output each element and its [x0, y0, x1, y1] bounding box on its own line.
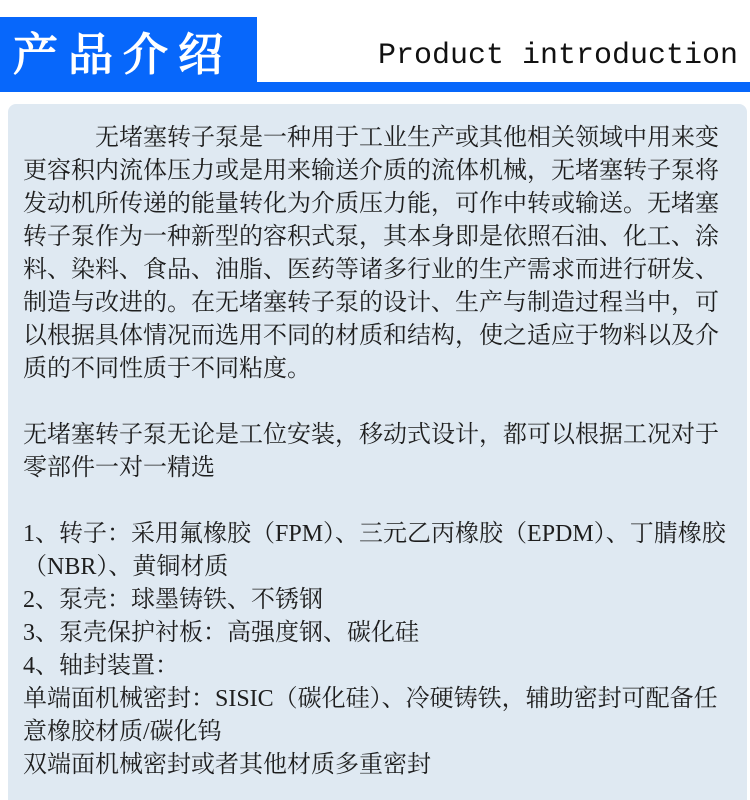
spec-line-rotor: 1、转子：采用氟橡胶（FPM）、三元乙丙橡胶（EPDM）、丁腈橡胶（NBR）、黄铜材质 [23, 521, 726, 580]
spec-line-liner: 3、泵壳保护衬板：高强度钢、碳化硅 [23, 620, 419, 646]
spec-line-double-seal: 双端面机械密封或者其他材质多重密封 [23, 752, 431, 778]
intro-paragraph: 无堵塞转子泵是一种用于工业生产或其他相关领域中用来变更容积内流体压力或是用来输送介质的流体机械，无堵塞转子泵将发动机所传递的能量转化为介质压力能，可作中转或输送。无堵塞转子泵作为一种新型的容积式泵，其本身即是依照石油、化工、涂料、染料、食品、油脂、医药等诸多行业的生产需求而进行研发、制造与改进的。在无堵塞转子泵的设计、生产与制造过程当中，可以根据具体情况而选用不同的材质和结构，使之适应于物料以及介质的不同性质于不同粘度。 [23, 125, 719, 382]
paragraph-gap [23, 485, 729, 518]
section-title-cn: 产品介绍 [13, 29, 234, 80]
spec-line-single-seal: 单端面机械密封：SISIC（碳化硅）、冷硬铸铁，辅助密封可配备任意橡胶材质/碳化钨 [23, 686, 718, 745]
installation-paragraph: 无堵塞转子泵无论是工位安装，移动式设计，都可以根据工况对于零部件一对一精选 [23, 422, 719, 481]
section-title-en: Product introduction [377, 39, 738, 73]
spec-line-pump-casing: 2、泵壳：球墨铸铁、不锈钢 [23, 587, 323, 613]
header-title-box [0, 17, 257, 92]
paragraph-gap [23, 386, 729, 419]
spec-line-shaft-seal: 4、轴封装置： [23, 653, 179, 679]
content-panel [8, 104, 747, 800]
